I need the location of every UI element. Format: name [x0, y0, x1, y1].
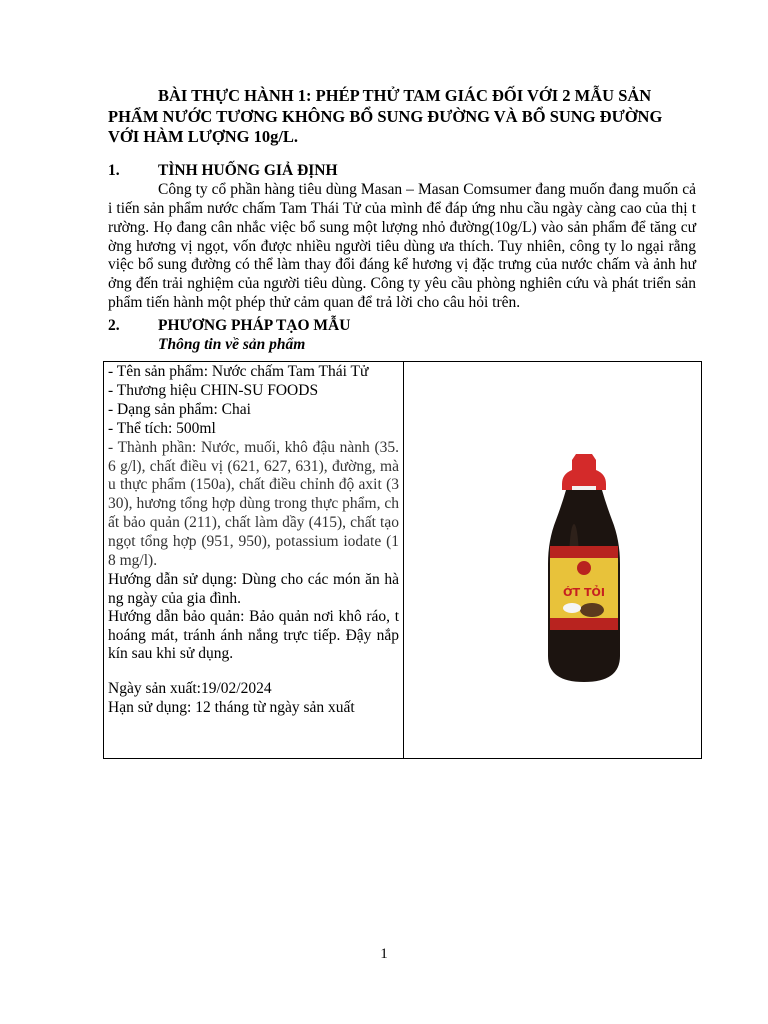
- section-1-heading: [108, 162, 696, 181]
- section-1-body: Công ty cổ phần hàng tiêu dùng Masan – Masan Comsumer đang muốn đang muốn cải tiến sản phẩm nước chấm Tam Thái Tử của mình để đáp ứng nhu cầu ngày càng cao của thị trường. Họ đang cân nhắc việc bổ sung một lượng nhỏ đường(10g/L) vào sản phẩm để tăng cường hương vị ngọt, vốn được nhiều người tiêu dùng ưa thích. Tuy nhiên, công ty lo ngại rằng việc bổ sung đường có thể làm thay đổi đáng kể hương vị đặc trưng của nước chấm và ảnh hưởng đến trải nghiệm của người tiêu dùng. Công ty yêu cầu phòng nghiên cứu và phát triển sản phẩm tiến hành một phép thử cảm quan để trả lời cho câu hỏi trên.: [108, 180, 696, 312]
- document-page: [108, 86, 696, 355]
- product-details-cell: [104, 362, 404, 758]
- product-volume: - Thể tích: 500ml: [108, 419, 216, 437]
- product-form: - Dạng sản phẩm: Chai: [108, 400, 251, 418]
- product-image-cell: [404, 362, 701, 758]
- manufacture-date: Ngày sản xuất:19/02/2024: [108, 679, 272, 697]
- expiry-date: Hạn sử dụng: 12 tháng từ ngày sản xuất: [108, 698, 355, 716]
- soy-sauce-bottle-image: [544, 454, 624, 684]
- product-brand: - Thương hiệu CHIN-SU FOODS: [108, 381, 319, 399]
- section-2-number: 2.: [108, 317, 120, 335]
- section-2-subheading: Thông tin về sản phẩm: [158, 336, 306, 354]
- bottle-label-text: ỚT TỎI: [563, 586, 605, 599]
- product-storage: Hướng dẫn bảo quản: Bảo quản nơi khô ráo, thoáng mát, tránh ánh nắng trực tiếp. Đậy nắp kín sau khi sử dụng.: [108, 608, 399, 663]
- product-ingredients: - Thành phần: Nước, muối, khô đậu nành (35.6 g/l), chất điều vị (621, 627, 631), đường, màu thực phẩm (150a), chất điều chỉnh độ axit (330), hương tổng hợp dùng trong thực phẩm, chất bảo quản (211), chất làm dầy (415), chất tạo ngọt tổng hợp (951, 950), potassium iodate (18 mg/l).: [108, 438, 399, 570]
- section-2-heading: [108, 317, 696, 336]
- document-title: BÀI THỰC HÀNH 1: PHÉP THỬ TAM GIÁC ĐỐI VỚI 2 MẪU SẢN PHẨM NƯỚC TƯƠNG KHÔNG BỔ SUNG ĐƯỜNG VÀ BỔ SUNG ĐƯỜNG VỚI HÀM LƯỢNG 10g/L.: [108, 86, 663, 147]
- spacer: [108, 664, 399, 680]
- product-name: - Tên sản phẩm: Nước chấm Tam Thái Tử: [108, 363, 369, 380]
- section-2-title: PHƯƠNG PHÁP TẠO MẪU: [158, 317, 351, 335]
- product-info-table: [103, 361, 702, 759]
- section-1-number: 1.: [108, 161, 120, 179]
- page-number: 1: [380, 946, 388, 962]
- section-1-title: TÌNH HUỐNG GIẢ ĐỊNH: [158, 161, 338, 179]
- product-usage: Hướng dẫn sử dụng: Dùng cho các món ăn hàng ngày của gia đình.: [108, 570, 399, 607]
